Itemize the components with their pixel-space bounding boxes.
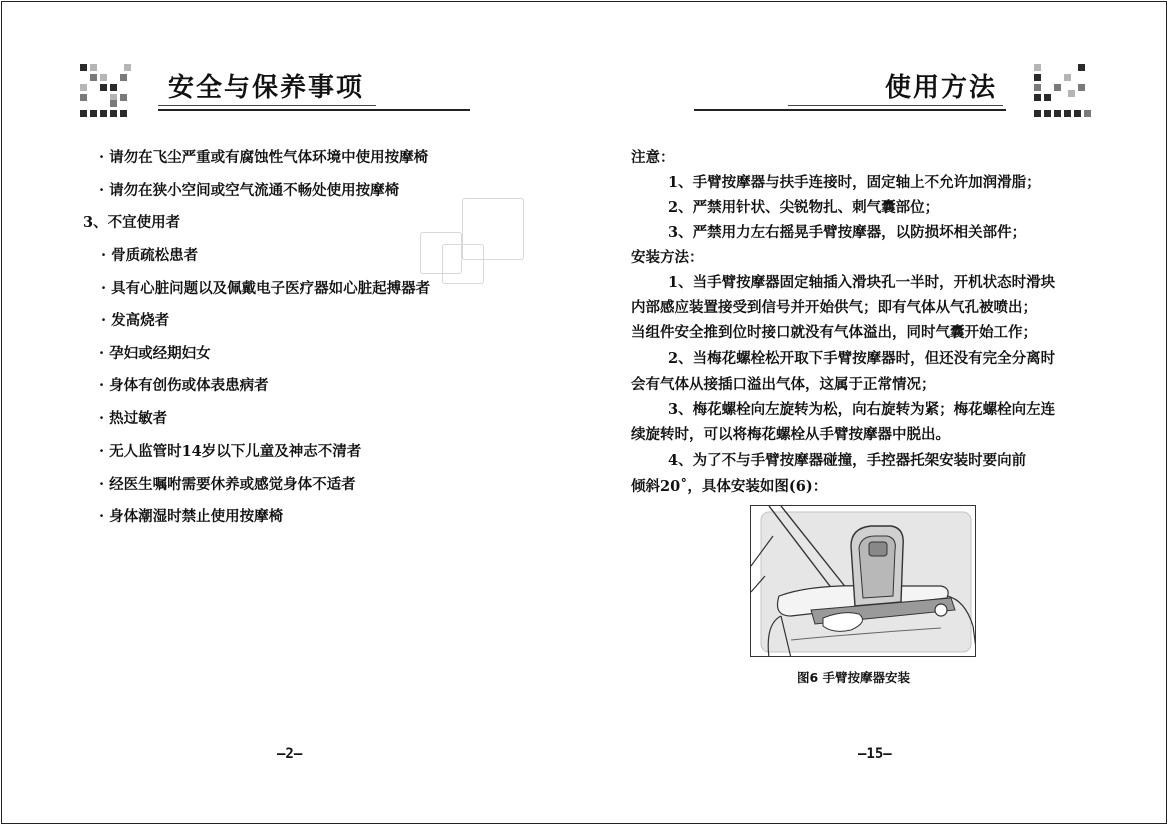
corner-decoration-icon (80, 64, 140, 124)
list-item: · 热过敏者 (99, 410, 168, 427)
text-line: 当组件安全推到位时接口就没有气体溢出，同时气囊开始工作； (631, 324, 1037, 341)
list-item: · 经医生嘱咐需要休养或感觉身体不适者 (99, 476, 356, 493)
list-item: · 身体潮湿时禁止使用按摩椅 (99, 508, 284, 525)
page-number: —2— (277, 746, 303, 762)
text-line: 内部感应装置接受到信号并开始供气；即有气体从气孔被喷出； (631, 299, 1037, 316)
title-rule (158, 109, 470, 111)
list-item: · 孕妇或经期妇女 (99, 345, 211, 362)
text-line: 3、严禁用力左右摇晃手臂按摩器，以防损坏相关部件； (668, 224, 1027, 241)
text-line: 倾斜20˚，具体安装如图(6)： (631, 478, 828, 495)
page-title: 使用方法 (885, 73, 998, 103)
corner-decoration-icon (1034, 64, 1094, 124)
section-heading: 3、不宜使用者 (83, 214, 181, 231)
page-title: 安全与保养事项 (168, 73, 365, 103)
title-underline (788, 105, 1003, 106)
arm-massager-illustration (751, 506, 976, 657)
list-item: · 请勿在飞尘严重或有腐蚀性气体环境中使用按摩椅 (99, 149, 429, 166)
list-item: · 骨质疏松患者 (101, 247, 199, 264)
installation-figure (750, 505, 976, 657)
text-line: 续旋转时，可以将梅花螺栓从手臂按摩器中脱出。 (631, 426, 950, 443)
text-line: 2、严禁用针状、尖锐物扎、刺气囊部位； (668, 199, 940, 216)
note-heading: 注意： (631, 149, 675, 166)
section-heading: 安装方法： (631, 249, 704, 266)
figure-caption: 图6 手臂按摩器安装 (797, 670, 911, 685)
text-line: 1、当手臂按摩器固定轴插入滑块孔一半时，开机状态时滑块 (668, 274, 1056, 291)
text-line: 4、为了不与手臂按摩器碰撞，手控器托架安装时要向前 (668, 452, 1027, 469)
list-item: · 身体有创伤或体表患病者 (99, 377, 269, 394)
title-underline (158, 105, 376, 106)
watermark-square (442, 244, 484, 284)
text-line: 3、梅花螺栓向左旋转为松，向右旋转为紧；梅花螺栓向左连 (668, 401, 1056, 418)
text-line: 2、当梅花螺栓松开取下手臂按摩器时，但还没有完全分离时 (668, 350, 1056, 367)
page-number: —15— (858, 746, 892, 762)
list-item: · 无人监管时14岁以下儿童及神志不清者 (99, 443, 362, 460)
title-rule (694, 109, 1006, 111)
text-line: 1、手臂按摩器与扶手连接时，固定轴上不允许加润滑脂； (668, 174, 1041, 191)
text-line: 会有气体从接插口溢出气体，这属于正常情况； (631, 376, 936, 393)
list-item: · 具有心脏问题以及佩戴电子医疗器如心脏起搏器者 (101, 280, 431, 297)
list-item: · 发高烧者 (101, 312, 170, 329)
list-item: · 请勿在狭小空间或空气流通不畅处使用按摩椅 (99, 182, 400, 199)
